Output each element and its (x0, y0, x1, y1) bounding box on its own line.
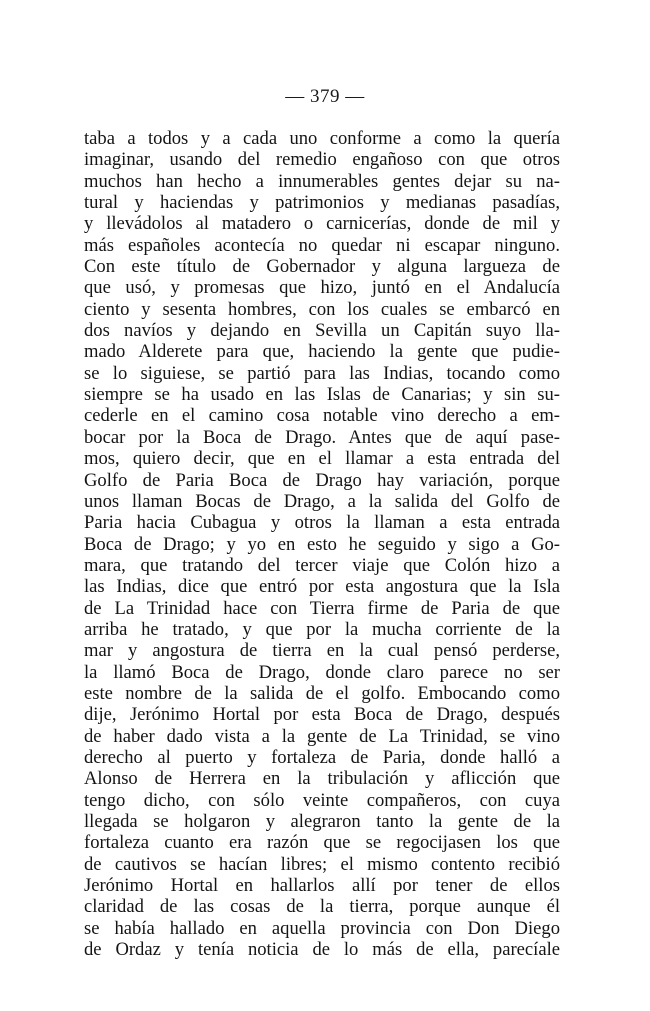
text-line: se había hallado en aquella provincia con Don Diego (84, 917, 560, 939)
text-line: imaginar, usando del remedio engañoso con que otros (84, 149, 560, 171)
text-line: siempre se ha usado en las Islas de Canarias; y sin su- (84, 384, 560, 406)
text-line: unos llaman Bocas de Drago, a la salida del Golfo de (84, 490, 560, 512)
text-line: mos, quiero decir, que en el llamar a esta entrada del (84, 448, 560, 470)
text-line: Boca de Drago; y yo en esto he seguido y sigo a Go- (84, 533, 560, 555)
text-line: Alonso de Herrera en la tribulación y aflicción que (84, 768, 560, 790)
text-line: dos navíos y dejando en Sevilla un Capitán suyo lla- (84, 320, 560, 342)
text-line: este nombre de la salida de el golfo. Embocando como (84, 682, 560, 704)
text-line: fortaleza cuanto era razón que se regocijasen los que (84, 832, 560, 854)
text-line: la llamó Boca de Drago, donde claro parece no ser (84, 661, 560, 683)
text-line: llegada se holgaron y alegraron tanto la gente de la (84, 811, 560, 832)
text-line: claridad de las cosas de la tierra, porque aunque él (84, 896, 560, 918)
text-line: se lo siguiese, se partió para las Indias, tocando como (84, 362, 560, 384)
text-line: arriba he tratado, y que por la mucha corriente de la (84, 618, 560, 640)
text-line: de cautivos se hacían libres; el mismo contento recibió (84, 853, 560, 875)
text-line: mara, que tratando del tercer viaje que Colón hizo a (84, 554, 560, 576)
page-number: — 379 — (285, 86, 365, 107)
text-line: y llevádolos al matadero o carnicerías, donde de mil y (84, 213, 560, 235)
text-line: muchos han hecho a innumerables gentes dejar su na- (84, 170, 560, 192)
text-line: taba a todos y a cada uno conforme a como la quería (84, 128, 560, 149)
text-line: de Ordaz y tenía noticia de lo más de ella, parecíale (84, 939, 560, 961)
body-text (84, 128, 560, 960)
text-line: derecho al puerto y fortaleza de Paria, donde halló a (84, 746, 560, 768)
text-line: de haber dado vista a la gente de La Trinidad, se vino (84, 725, 560, 747)
text-line: Paria hacia Cubagua y otros la llaman a esta entrada (84, 512, 560, 534)
text-line: tural y haciendas y patrimonios y medianas pasadías, (84, 192, 560, 214)
text-line: Con este título de Gobernador y alguna largueza de (84, 256, 560, 278)
text-line: tengo dicho, con sólo veinte compañeros, con cuya (84, 789, 560, 811)
text-line: bocar por la Boca de Drago. Antes que de aquí pase- (84, 426, 560, 448)
text-line: dije, Jerónimo Hortal por esta Boca de Drago, después (84, 704, 560, 726)
text-line: de La Trinidad hace con Tierra firme de Paria de que (84, 597, 560, 619)
text-line: que usó, y promesas que hizo, juntó en el Andalucía (84, 277, 560, 299)
text-line: mar y angostura de tierra en la cual pensó perderse, (84, 640, 560, 662)
text-line: ciento y sesenta hombres, con los cuales se embarcó en (84, 298, 560, 320)
text-line: Jerónimo Hortal en hallarlos allí por tener de ellos (84, 875, 560, 897)
text-line: las Indias, dice que entró por esta angostura que la Isla (84, 576, 560, 598)
text-line: cederle en el camino cosa notable vino derecho a em- (84, 405, 560, 427)
text-line: más españoles acontecía no quedar ni escapar ninguno. (84, 234, 560, 256)
text-line: Golfo de Paria Boca de Drago hay variación, porque (84, 469, 560, 491)
text-line: mado Alderete para que, haciendo la gente que pudie- (84, 341, 560, 363)
